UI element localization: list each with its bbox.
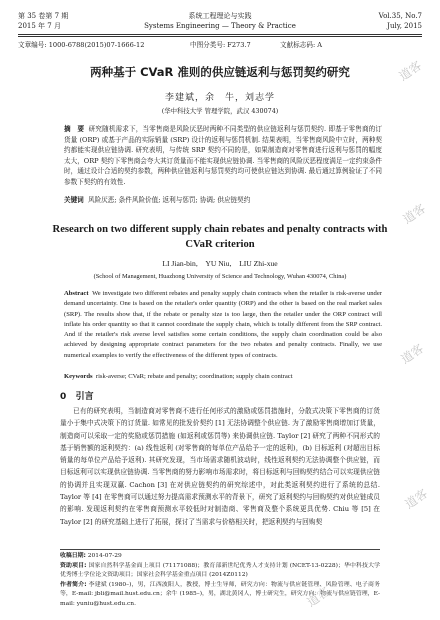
abstract-en-label: Abstract bbox=[64, 290, 89, 297]
section-title: 引言 bbox=[75, 392, 94, 402]
paper-title-cn: 两种基于 CVaR 准则的供应链返利与惩罚契约研究 bbox=[90, 65, 350, 79]
document-code: 文献标志码: A bbox=[280, 41, 323, 49]
abstract-cn bbox=[64, 124, 382, 188]
keywords-en-label: Keywords bbox=[64, 373, 93, 380]
fund-label: 资助项目: bbox=[60, 562, 87, 569]
keywords-cn-text: 风险厌恶; 条件风险价值; 返利与惩罚; 协调; 供应链契约 bbox=[87, 196, 251, 204]
authors-cn: 李建斌，余 牛，刘志学 bbox=[164, 93, 275, 103]
header-rule-thin bbox=[18, 36, 422, 37]
abstract-en-text: We investigate two different rebates and penalty supply chain contracts when the retailer is risk-averse under demand uncertainty. One is based on the retailer's order quantity (ORP) and the other is based on the real market sales (SRP). The results show that, if the rebate or penalty size is too large, then the retailer under the ORP contract will inflate his order quantity so that it cannot coordinate the supply chain, which is totally different from the SRP contract. And if the retailer's risk averse level satisfies some certain conditions, the supply chain coordination could be also achieved by designing appropriate contract parameters for the two rebates and penalty contracts. Finally, we use numerical examples to verify the effectiveness of the different types of contracts. bbox=[64, 290, 382, 359]
article-number: 文章编号: 1000-6788(2015)07-1666-12 bbox=[18, 41, 145, 49]
watermark: 道客 bbox=[400, 201, 429, 227]
watermark: 道客 bbox=[398, 341, 427, 367]
received-date: 2014-07-29 bbox=[87, 553, 122, 559]
section-number: 0 bbox=[60, 392, 67, 402]
header-rule bbox=[18, 34, 422, 35]
abstract-cn-label: 摘 要 bbox=[64, 125, 85, 133]
volume-issue-cn: 第 35 卷第 7 期 bbox=[18, 12, 69, 20]
watermark: 道客 bbox=[402, 486, 431, 512]
footnote-rule bbox=[60, 549, 380, 550]
abstract-cn-text: 研究随机需求下，当零售商是风险厌恶时两种不同类型的供应链返利与惩罚契约. 即基于零售商的订货量 (ORP) 或基于产品的实际销量 (SRP) 设计的返利与惩罚机制. 结果表明，当零售商风险中立时，两种契约都能实现供应链协调. 研究表明，与传统 SRP 契约不同的是，如果制造商对零售商进行返利与惩罚的幅度太大，ORP 契约下零售商会夸大其订货量而不能实现供应链协调. 当零售商的风险厌恶程度满足一定约束条件时，通过设计合适的契约参数，两种供应链返利与惩罚契约均可使供应链达到协调. 最后通过算例验证了不同参数下契约的有效性. bbox=[64, 125, 383, 186]
footnote-received bbox=[60, 552, 380, 562]
author-bio-label: 作者简介: bbox=[60, 581, 87, 588]
paper-title-en: Research on two different supply chain rebates and penalty contracts with CVaR criterion bbox=[52, 224, 388, 250]
journal-name-cn: 系统工程理论与实践 bbox=[188, 12, 252, 20]
section-heading bbox=[60, 389, 94, 402]
intro-paragraph: 已有的研究表明，当制造商对零售商不进行任何形式的激励或惩罚措施时，分散式决策下零售商的订货量小于集中式决策下的订货量. 如常见的批发价契约 [1] 无法协调整个供应链. 为了激励零售商增加订货量，制造商可以采取一定的奖励或惩罚措施 (如返利或惩罚等) 来协调供应链. Taylor [2] 研究了两种不同形式的基于销售额的返利契约：(a) 线性返利 (对零售商的每单位产品给予一定的返利)，(b) 目标返利 (对超出目标销量的每单位产品给予返利). 其研究发现，当市场需求随机波动时，线性返利契约无法协调整个供应链，而目标返利可以实现供应链协调. 当零售商的努力影响市场需求时，将目标返利与回购契约结合可以实现供应链的协调并且实现双赢. Cachon [3] 在对供应链契约的研究综述中，对此类返利契约进行了系统的总结. Taylor 等 [4] 在零售商可以通过努力提高需求预测水平的背景下，研究了返利契约与回购契约对供应链成员的影响. 发现返利契约在零售商预测水平较低时对制造商、零售商及整个系统更具优势. Chiu 等 [5] 在 Taylor [2] 的研究基础上进行了拓展，探讨了当需求与价格相关时，把返利契约与回购契 bbox=[60, 407, 380, 526]
keywords-en-text: risk-averse; CVaR; rebate and penalty; coordination; supply chain contract bbox=[95, 373, 293, 380]
fund-text: 国家自然科学基金面上项目 (71171088)；教育部新世纪优秀人才支持计划 (NCET-13-0228)；华中科技大学优秀博士学位论文资助项目；国家社会科学基金重点项目 (2014Z0112) bbox=[60, 562, 380, 579]
watermark: 道客 bbox=[304, 584, 333, 610]
date-cn: 2015 年 7 月 bbox=[18, 22, 61, 30]
received-label: 收稿日期: bbox=[60, 553, 86, 559]
keywords-cn-label: 关键词 bbox=[64, 196, 84, 204]
affiliation-en: (School of Management, Huazhong University of Science and Technology, Wuhan 430074, China) bbox=[93, 273, 347, 280]
keywords-en bbox=[64, 372, 382, 382]
footnote-fund bbox=[60, 562, 380, 581]
date-en: July, 2015 bbox=[387, 22, 422, 30]
abstract-en bbox=[64, 289, 382, 361]
keywords-cn bbox=[64, 195, 382, 205]
affiliation-cn: (华中科技大学 管理学院，武汉 430074) bbox=[161, 107, 279, 115]
author-bio-text: 李建斌 (1980–)，男，江西波阳人，教授，博士生导师，研究方向：物流与供应链管理、风险管理、电子商务等，E-mail: jbli@mail.hust.edu.cn；余牛 (1985–)，男，湖北黄冈人，博士研究生，研究方向：物流与供应链管理，E-mail: yuniu@hust.edu.cn. bbox=[60, 581, 380, 607]
authors-en: LI Jian-bin, YU Niu, LIU Zhi-xue bbox=[162, 259, 278, 268]
watermark: 道客 bbox=[396, 58, 425, 84]
footnote bbox=[60, 552, 380, 610]
clc-number: 中图分类号: F273.7 bbox=[190, 41, 251, 49]
volume-issue-en: Vol.35, No.7 bbox=[378, 12, 422, 20]
journal-name-en: Systems Engineering — Theory & Practice bbox=[144, 22, 296, 30]
